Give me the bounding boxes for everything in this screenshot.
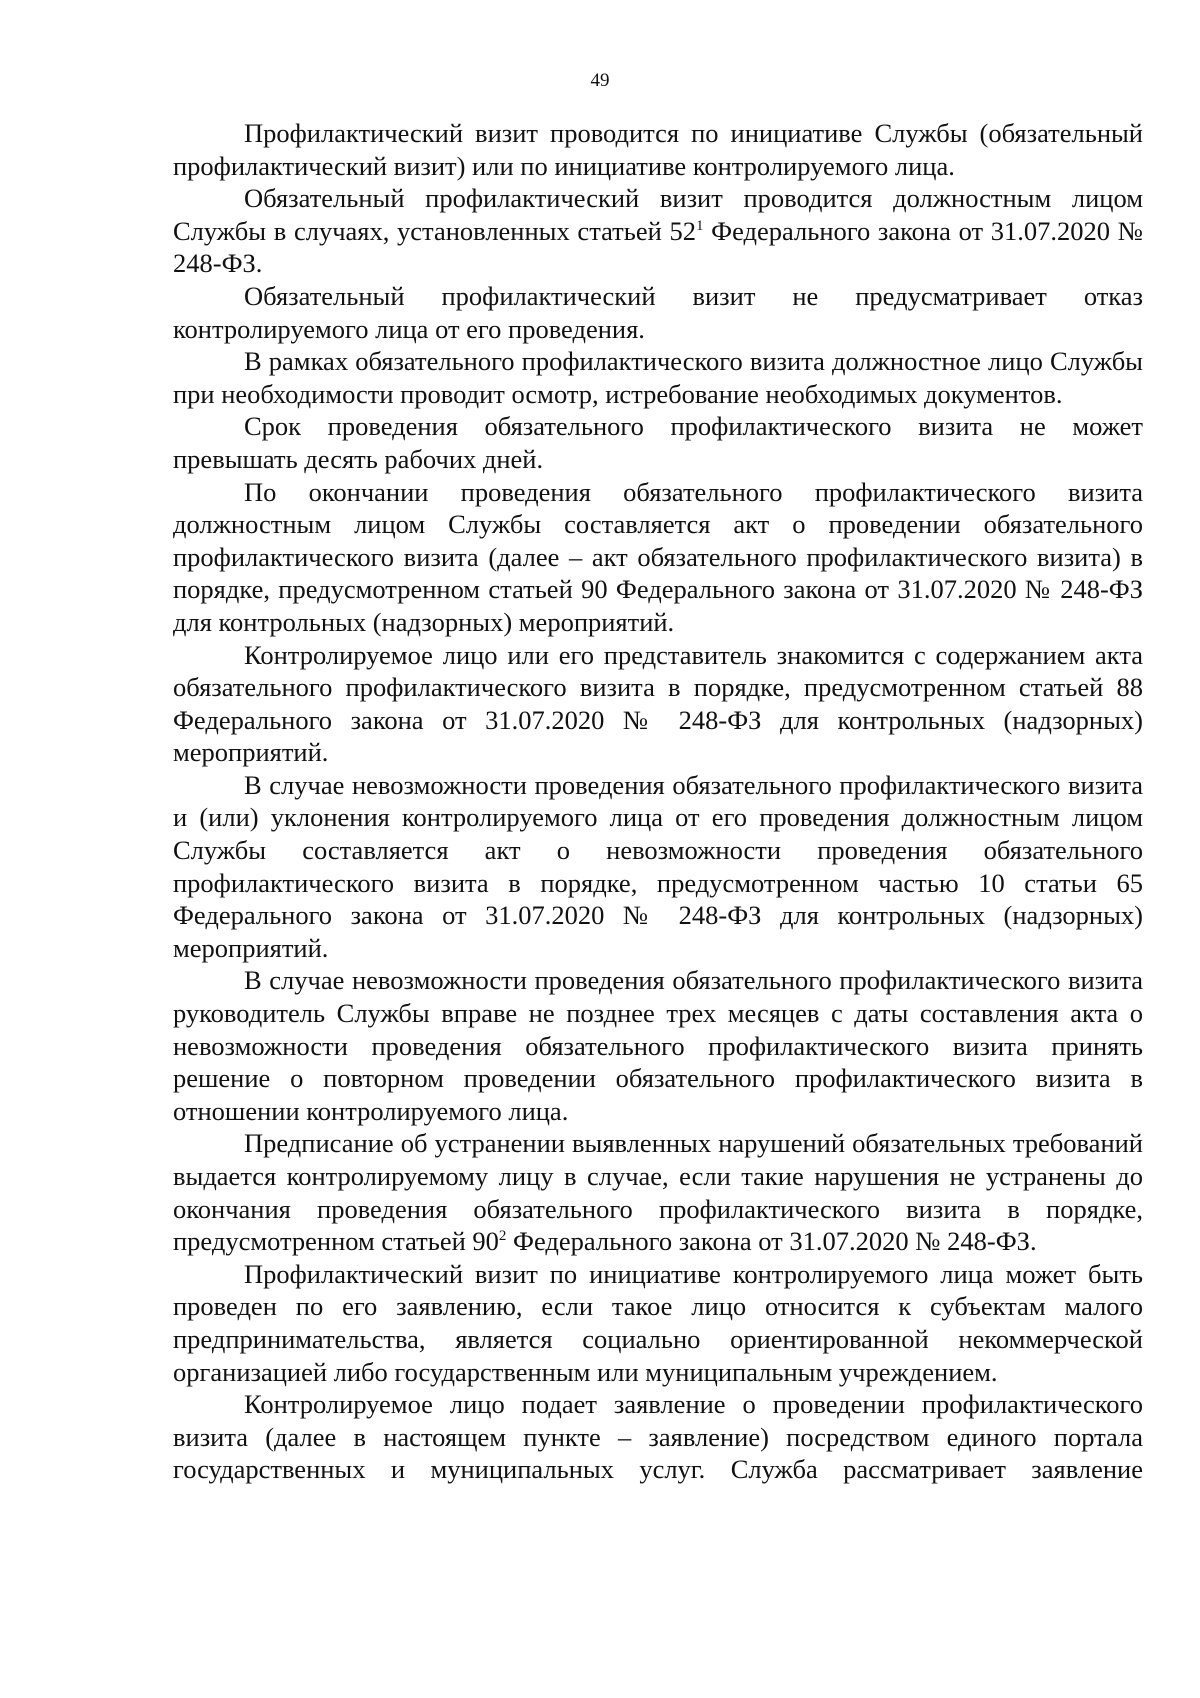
superscript: 2 (498, 1228, 507, 1245)
paragraph: Контролируемое лицо подает заявление о проведении профилактического визита (далее в настоящем пункте – заявление) посредством единого портала государственных и муниципальных услуг. Служба рассматривает заявление (173, 1389, 1143, 1485)
paragraph: Профилактический визит проводится по инициативе Службы (обязательный профилактический визит) или по инициативе контролируемого лица. (173, 118, 1143, 181)
paragraph: В рамках обязательного профилактического визита должностное лицо Службы при необходимости проводит осмотр, истребование необходимых документов. (173, 346, 1143, 409)
superscript: 1 (695, 217, 704, 234)
paragraph: Профилактический визит по инициативе контролируемого лица может быть проведен по его заявлению, если такое лицо относится к субъектам малого предпринимательства, является социально ориентированной некоммерческой организацией либо государственным или муниципальным учреждением. (173, 1258, 1143, 1387)
paragraph: Обязательный профилактический визит проводится должностным лицом Службы в случаях, установленных статьей $52^1$ Федерального закона от 31.07.2020 № 248-ФЗ. (173, 183, 1143, 279)
paragraph: Срок проведения обязательного профилактического визита не может превышать десять рабочих дней. (173, 411, 1143, 474)
paragraph: По окончании проведения обязательного профилактического визита должностным лицом Службы составляется акт о проведении обязательного профилактического визита (далее – акт обязательного профилактического визита) в порядке, предусмотренном статьей 90 Федерального закона от 31.07.2020 № 248-ФЗ для контрольных (надзорных) мероприятий. (173, 476, 1143, 637)
paragraph: В случае невозможности проведения обязательного профилактического визита и (или) уклонения контролируемого лица от его проведения должностным лицом Службы составляется акт о невозможности проведения обязательного профилактического визита в порядке, предусмотренном частью 10 статьи 65 Федерального закона от 31.07.2020 № 248-ФЗ для контрольных (надзорных) мероприятий. (173, 769, 1143, 963)
paragraph: Предписание об устранении выявленных нарушений обязательных требований выдается контролируемому лицу в случае, если такие нарушения не устранены до окончания проведения обязательного профилактического визита в порядке, предусмотренном статьей $90^2$ Федерального закона от 31.07.2020 № 248-ФЗ. (173, 1128, 1143, 1257)
paragraph: Обязательный профилактический визит не предусматривает отказ контролируемого лица от его проведения. (173, 280, 1143, 344)
document-body (173, 117, 1143, 1486)
page-number: 49 (590, 70, 610, 91)
paragraph: В случае невозможности проведения обязательного профилактического визита руководитель Службы вправе не позднее трех месяцев с даты составления акта о невозможности проведения обязательного профилактического визита принять решение о повторном проведении обязательного профилактического визита в отношении контролируемого лица. (173, 965, 1143, 1126)
paragraph: Контролируемое лицо или его представитель знакомится с содержанием акта обязательного профилактического визита в порядке, предусмотренном статьей 88 Федерального закона от 31.07.2020 № 248-ФЗ для контрольных (надзорных) мероприятий. (173, 639, 1143, 768)
